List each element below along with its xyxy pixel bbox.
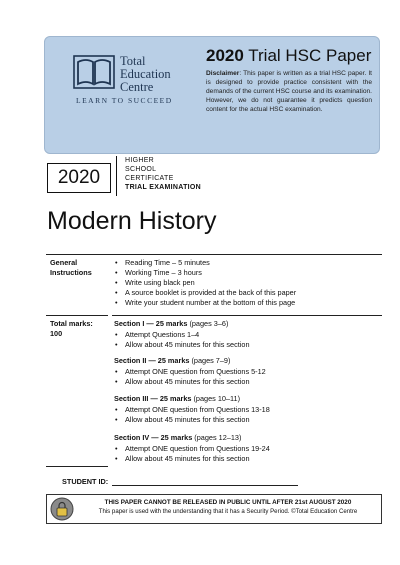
exam-line-2: SCHOOL	[125, 166, 157, 173]
logo-tagline: LEARN TO SUCCEED	[76, 96, 173, 105]
general-item-3: • Write using black pen	[125, 278, 195, 288]
book-logo-icon	[72, 52, 116, 92]
section-1-name: Section I — 25 marks	[114, 319, 188, 328]
general-item-2: • Working Time – 3 hours	[125, 268, 202, 278]
paper-title-year: 2020	[206, 46, 244, 65]
section-1-pages: (pages 3–6)	[187, 319, 229, 328]
section-2-name: Section II — 25 marks	[114, 356, 190, 365]
logo-word-2: Education	[120, 67, 171, 81]
section-1-heading	[114, 319, 228, 329]
exam-line-4: TRIAL EXAMINATION	[125, 184, 202, 191]
exam-line-1: HIGHER	[125, 157, 155, 164]
general-label-2: Instructions	[50, 268, 92, 277]
divider-marks-left	[46, 315, 108, 316]
section-4-pages: (pages 12–13)	[192, 433, 242, 442]
section-2-item-2: • Allow about 45 minutes for this section	[125, 377, 250, 387]
divider-bottom-left	[46, 466, 108, 467]
logo-word-1: Total	[120, 54, 146, 68]
logo-word-3: Centre	[120, 80, 154, 94]
divider-top	[46, 254, 382, 255]
general-item-4: • A source booklet is provided at the back of this paper	[125, 288, 296, 298]
section-2-item-1: • Attempt ONE question from Questions 5-12	[125, 367, 266, 377]
section-3-name: Section III — 25 marks	[114, 394, 192, 403]
section-4-item-1: • Attempt ONE question from Questions 19-24	[125, 444, 270, 454]
general-label-1: General	[50, 258, 78, 267]
footer-security-notice: This paper is used with the understanding that it has a Security Period. ©Total Education Centre	[98, 508, 358, 515]
section-2-heading	[114, 356, 230, 366]
paper-title-text: Trial HSC Paper	[248, 46, 372, 65]
security-seal-icon	[50, 497, 74, 521]
disclaimer-text: : This paper is written as a trial HSC paper. It is designed to provide practice consistent with the demands of the current HSC course and its examination. However, we do not guarantee it predicts question content for the actual HSC examination.	[206, 70, 372, 113]
student-id-label: STUDENT ID:	[62, 477, 109, 486]
section-2-pages: (pages 7–9)	[189, 356, 231, 365]
general-item-5: • Write your student number at the bottom of this page	[125, 298, 295, 308]
section-4-name: Section IV — 25 marks	[114, 433, 193, 442]
section-1-item-1: • Attempt Questions 1–4	[125, 330, 199, 340]
exam-line-3: CERTIFICATE	[125, 175, 174, 182]
exam-year-box: 2020	[47, 163, 111, 193]
section-3-item-2: • Allow about 45 minutes for this section	[125, 415, 250, 425]
section-3-pages: (pages 10–11)	[191, 394, 241, 403]
disclaimer	[206, 70, 372, 115]
section-1-item-2: • Allow about 45 minutes for this section	[125, 340, 250, 350]
section-3-heading	[114, 394, 240, 404]
footer-release-notice: THIS PAPER CANNOT BE RELEASED IN PUBLIC UNTIL AFTER 21st AUGUST 2020	[104, 499, 352, 506]
subject-title: Modern History	[47, 207, 217, 235]
section-4-item-2: • Allow about 45 minutes for this section	[125, 454, 250, 464]
general-item-1: • Reading Time – 5 minutes	[125, 258, 210, 268]
student-id-field[interactable]	[112, 485, 298, 486]
section-3-item-1: • Attempt ONE question from Questions 13-18	[125, 405, 270, 415]
paper-title	[206, 46, 371, 66]
divider-marks-right	[112, 315, 382, 316]
section-4-heading	[114, 433, 241, 443]
total-marks-label: Total marks:	[50, 319, 93, 328]
disclaimer-label: Disclaimer	[206, 70, 240, 77]
year-divider	[116, 156, 117, 196]
total-marks-value: 100	[50, 329, 63, 338]
